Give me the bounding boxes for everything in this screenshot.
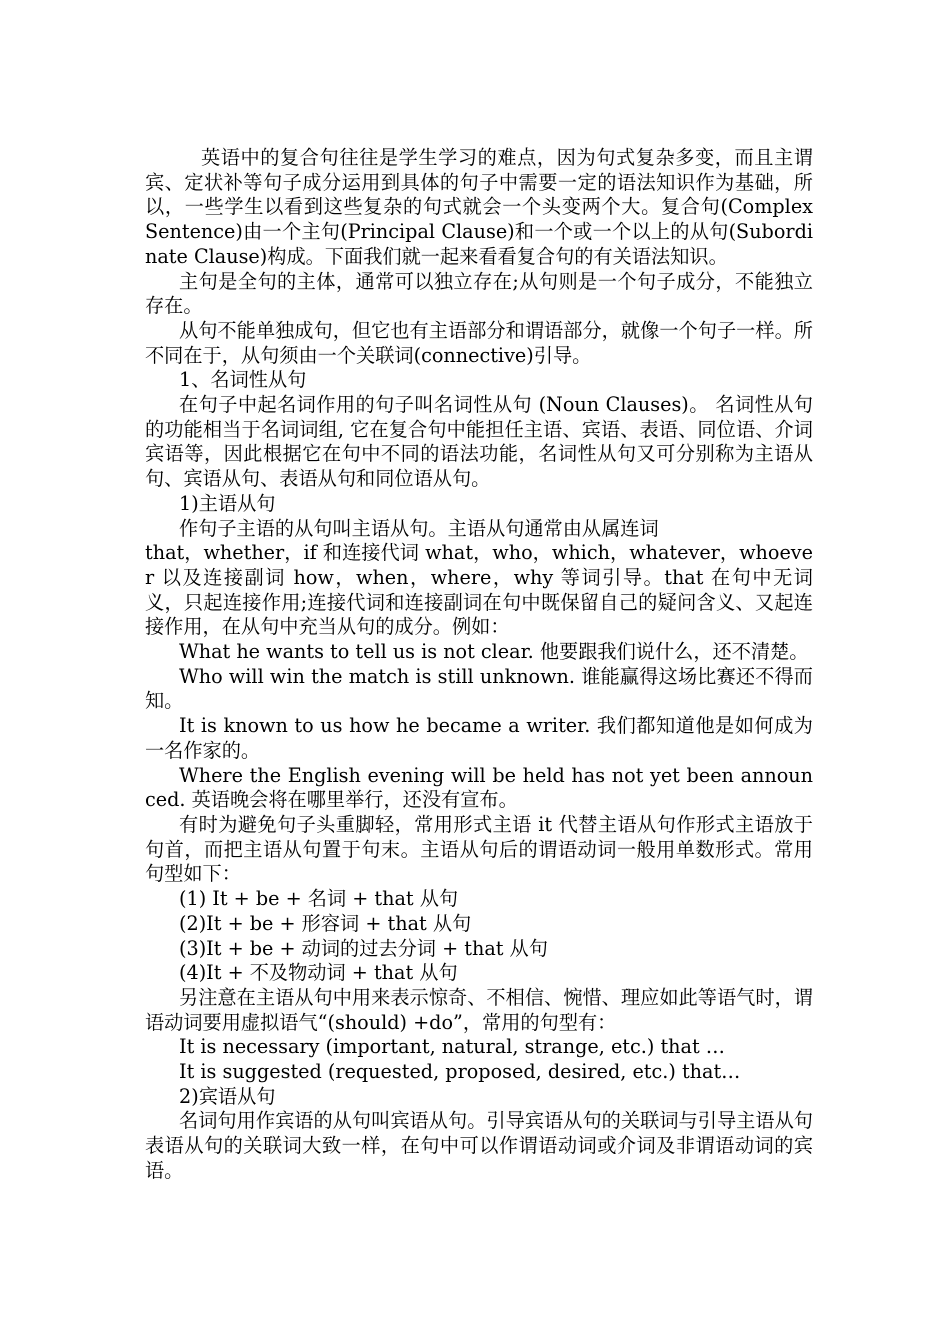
paragraph-object-clause: 名词句用作宾语的从句叫宾语从句。引导宾语从句的关联词与引导主语从句表语从句的关联词大致一样，在句中可以作谓语动词或介词及非谓语动词的宾语。 <box>145 1109 813 1182</box>
paragraph-main-clause: 主句是全句的主体，通常可以独立存在;从句则是一个句子成分，不能独立存在。 <box>145 269 813 318</box>
example-sentence-3: It is known to us how he became a writer. 我们都知道他是如何成为一名作家的。 <box>145 714 813 762</box>
paragraph-noun-clauses: 在句子中起名词作用的句子叫名词性从句 (Noun Clauses)。 名词性从句的功能相当于名词词组, 它在复合句中能担任主语、宾语、表语、同位语、介词宾语等，因此根据它在句中不同的语法功能，名词性从句又可分别称为主语从句、宾语从句、表语从句和同位语从句。 <box>145 393 813 491</box>
pattern-3: (3)It + be + 动词的过去分词 + that 从句 <box>179 936 548 960</box>
pattern-necessary: It is necessary (important, natural, strange, etc.) that … <box>179 1035 725 1059</box>
example-sentence-1: What he wants to tell us is not clear. 他要跟我们说什么，还不清楚。 <box>179 640 809 664</box>
example-sentence-4: Where the English evening will be held has not yet been announced. 英语晚会将在哪里举行，还没有宣布。 <box>145 763 813 812</box>
pattern-suggested: It is suggested (requested, proposed, desired, etc.) that… <box>179 1060 741 1084</box>
paragraph-formal-subject: 有时为避免句子头重脚轻，常用形式主语 it 代替主语从句作形式主语放于句首，而把主语从句置于句末。主语从句后的谓语动词一般用单数形式。常用句型如下： <box>145 812 813 886</box>
paragraph-subject-clause-connectives: that，whether，if 和连接代词 what，who，which，whatever，whoever 以及连接副词 how，when，where，why 等词引导。that 在句中无词义，只起连接作用;连接代词和连接副词在句中既保留自己的疑问含义、又起连接作用，在从句中充当从句的成分。例如： <box>145 541 813 639</box>
pattern-1: (1) It + be + 名词 + that 从句 <box>179 887 459 911</box>
document-body <box>145 146 820 1184</box>
paragraph-subject-clause-intro: 作句子主语的从句叫主语从句。主语从句通常由从属连词 <box>179 516 659 540</box>
section-heading-noun-clauses: 1、名词性从句 <box>179 368 307 392</box>
subheading-object-clause: 2)宾语从句 <box>179 1084 276 1108</box>
pattern-4: (4)It + 不及物动词 + that 从句 <box>179 961 458 985</box>
pattern-2: (2)It + be + 形容词 + that 从句 <box>179 911 472 935</box>
paragraph-intro: 英语中的复合句往往是学生学习的难点，因为句式复杂多变，而且主谓宾、定状补等句子成分运用到具体的句子中需要一定的语法知识作为基础，所以，一些学生以看到这些复杂的句式就会一个头变两个大。复合句(Complex Sentence)由一个主句(Principal Clause)和一个或一个以上的从句(Subordinate Clause)构成。下面我们就一起来看看复合句的有关语法知识。 <box>145 146 820 268</box>
paragraph-subjunctive-note: 另注意在主语从句中用来表示惊奇、不相信、惋惜、理应如此等语气时，谓语动词要用虚拟语气“(should) +do”，常用的句型有： <box>145 985 813 1034</box>
paragraph-subordinate-clause: 从句不能单独成句，但它也有主语部分和谓语部分，就像一个句子一样。所不同在于，从句须由一个关联词(connective)引导。 <box>145 318 813 367</box>
subheading-subject-clause: 1)主语从句 <box>179 491 276 515</box>
example-sentence-2: Who will win the match is still unknown. 谁能赢得这场比赛还不得而知。 <box>145 664 813 713</box>
